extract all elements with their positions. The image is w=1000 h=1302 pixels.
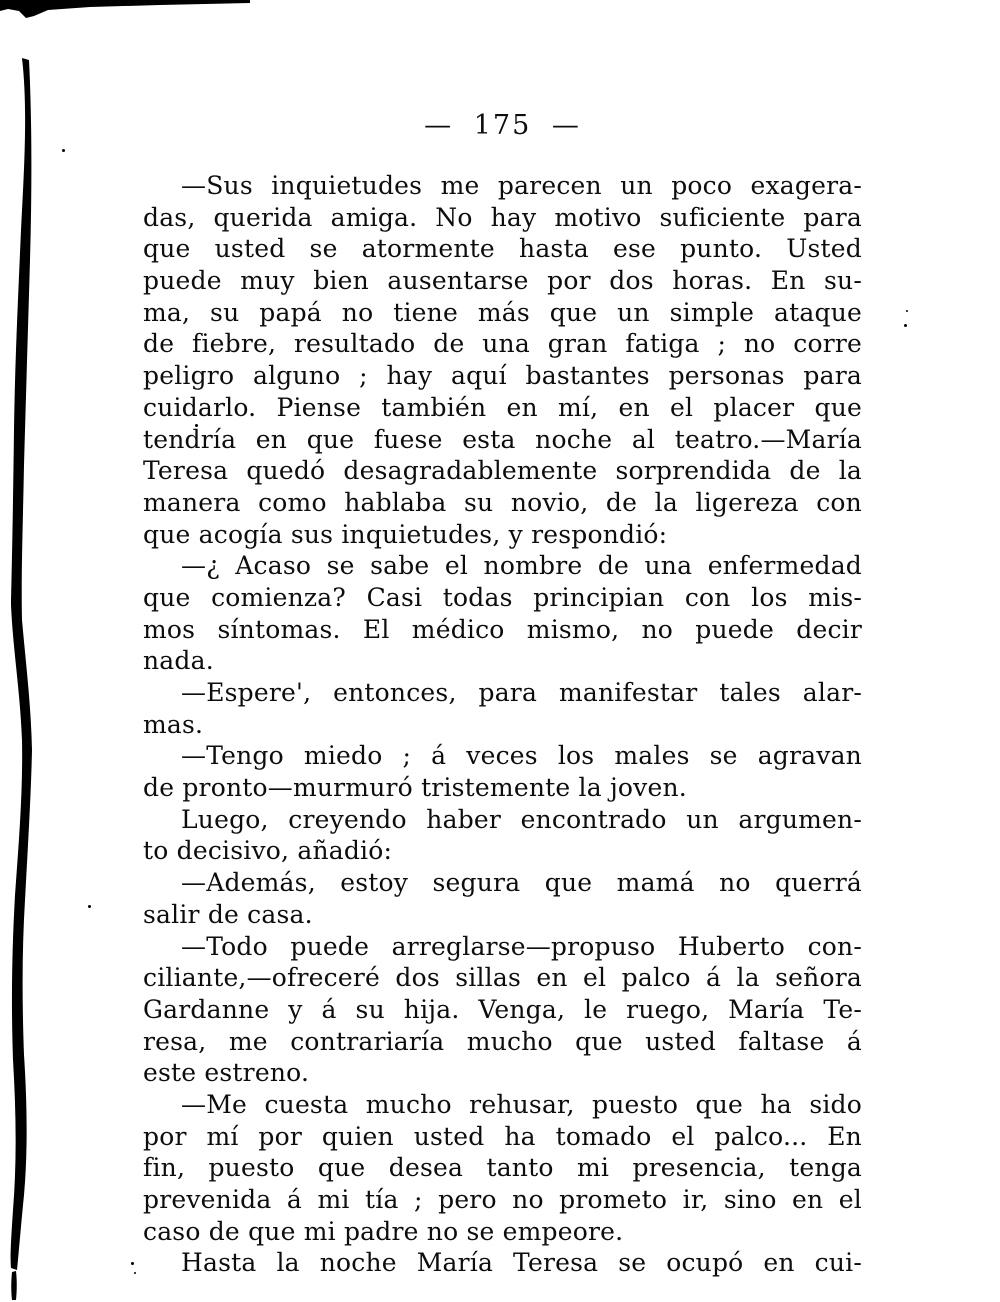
text-line: este estreno. [143, 1058, 310, 1088]
text-line: Teresa quedó desagradablemente sorprendida de la [143, 456, 862, 486]
text-line: tendría en que fuese esta noche al teatro.—María [143, 424, 862, 454]
text-line: —Además, estoy segura que mamá no querrá [181, 868, 862, 898]
text-line: por mí por quien usted ha tomado el palco... En [143, 1121, 862, 1151]
scan-speck [131, 1262, 134, 1265]
text-line: Hasta la noche María Teresa se ocupó en cui- [181, 1248, 862, 1278]
text-line: resa, me contrariaría mucho que usted faltase á [143, 1026, 862, 1056]
text-line: prevenida á mi tía ; pero no prometo ir, sino en el [143, 1185, 862, 1214]
text-block [143, 170, 862, 1279]
text-line: to decisivo, añadió: [143, 836, 393, 866]
text-line: de fiebre, resultado de una gran fatiga ; no corre [143, 329, 862, 359]
text-line: —¿ Acaso se sabe el nombre de una enfermedad [181, 551, 862, 581]
scan-speck [88, 905, 91, 908]
text-line: das, querida amiga. No hay motivo suficiente para [143, 202, 862, 232]
scan-speck [134, 1272, 136, 1274]
scan-speck [904, 324, 907, 327]
text-line: caso de que mi padre no se empeore. [143, 1216, 624, 1246]
text-line: cuidarlo. Piense también en mí, en el placer que [143, 392, 862, 422]
scan-streak-left [0, 0, 45, 1302]
text-line: fin, puesto que desea tanto mi presencia, tenga [143, 1153, 862, 1183]
text-line: que acogía sus inquietudes, y respondió: [143, 519, 668, 549]
text-line: —Todo puede arreglarse—propuso Huberto con- [181, 931, 862, 961]
text-line: —Espere', entonces, para manifestar tales alar- [181, 678, 862, 707]
text-line: Gardanne y á su hija. Venga, le ruego, María Te- [143, 994, 862, 1024]
text-line: nada. [143, 646, 214, 676]
scan-speck [62, 149, 65, 152]
text-line: ma, su papá no tiene más que un simple ataque [143, 297, 862, 327]
text-line: peligro alguno ; hay aquí bastantes personas para [143, 361, 862, 391]
text-line: —Me cuesta mucho rehusar, puesto que ha sido [181, 1089, 862, 1119]
ink-blot-top-left [0, 0, 260, 24]
page-number: — 175 — [424, 110, 581, 141]
text-line: de pronto—murmuró tristemente la joven. [143, 773, 687, 803]
text-line: —Sus inquietudes me parecen un poco exagera- [181, 171, 862, 200]
text-line: Luego, creyendo haber encontrado un argumen- [181, 804, 862, 834]
text-line: puede muy bien ausentarse por dos horas. En su- [143, 266, 862, 296]
text-line: que comienza? Casi todas principian con los mis- [143, 582, 862, 612]
scan-speck [906, 310, 908, 312]
text-line: salir de casa. [143, 899, 313, 929]
text-line: ciliante,—ofreceré dos sillas en el palco á la señora [143, 963, 862, 993]
text-line: —Tengo miedo ; á veces los males se agravan [181, 741, 862, 771]
text-line: mas. [143, 709, 204, 739]
text-line: mos síntomas. El médico mismo, no puede decir [143, 614, 862, 644]
text-line: que usted se atormente hasta ese punto. Usted [143, 234, 862, 264]
text-line: manera como hablaba su novio, de la ligereza con [143, 487, 862, 517]
